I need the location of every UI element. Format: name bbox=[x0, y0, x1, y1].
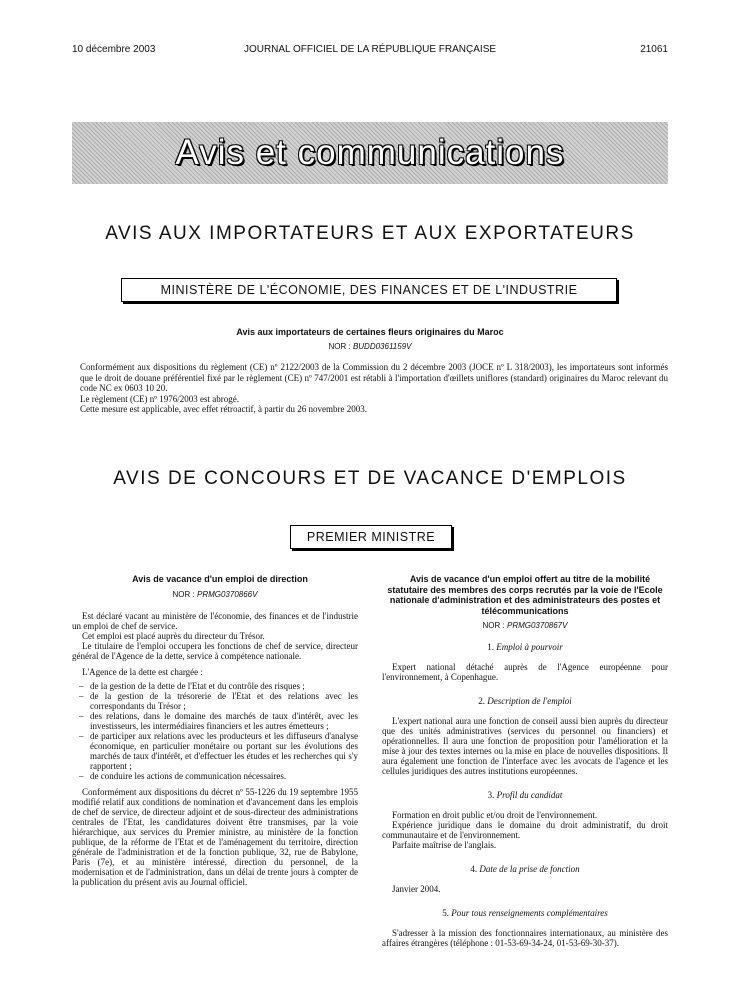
section-title: Emploi à pourvoir bbox=[496, 642, 563, 652]
section-number: 3. bbox=[487, 790, 497, 800]
nor-label: NOR : bbox=[172, 589, 197, 599]
notice-paragraph: Cette mesure est applicable, avec effet rétroactif, à partir du 26 novembre 2003. bbox=[80, 404, 367, 414]
notice-title: Avis aux importateurs de certaines fleurs originaires du Maroc bbox=[236, 327, 504, 337]
left-paragraph: Le titulaire de l'emploi occupera les fonctions de chef de service, directeur général de l'Agence de la dette, service à compétence nationale. bbox=[72, 640, 358, 661]
list-item: – des relations, dans le domaine des marchés de taux d'intérêt, avec les investisseurs, les intermédiaires financiers et les autres émetteurs ; bbox=[90, 711, 358, 731]
section-heading bbox=[382, 908, 668, 918]
nor-code: BUDD0361159V bbox=[352, 342, 412, 351]
section-heading bbox=[382, 864, 668, 874]
section-title: Profil du candidat bbox=[496, 790, 563, 800]
nor-code: PRMG0370866V bbox=[196, 589, 258, 599]
ministry-box bbox=[121, 278, 617, 302]
right-paragraph: Expérience juridique dans le domaine du droit administratif, du droit communautaire et de l'environnement. bbox=[382, 820, 668, 840]
notice-paragraph: Le règlement (CE) nº 1976/2003 est abrogé. bbox=[80, 393, 239, 404]
section-title: Date de la prise de fonction bbox=[479, 864, 580, 874]
right-paragraph: Janvier 2004. bbox=[392, 884, 441, 894]
ministry-name: MINISTÈRE DE L'ÉCONOMIE, DES FINANCES ET DE L'INDUSTRIE bbox=[160, 283, 578, 297]
right-column bbox=[382, 574, 668, 948]
left-column bbox=[72, 574, 358, 887]
right-paragraph: Parfaite maîtrise de l'anglais. bbox=[392, 840, 497, 850]
left-paragraph: Conformément aux dispositions du décret nº 55-1226 du 19 septembre 1955 modifié relatif aux conditions de nomination et d'avancement dans les emplois de chef de service, de directeur adjoint et de sous-directeur des administrations centrales de l'Etat, les candidatures doivent être transmises, par la voie hiérarchique, aux services du Premier ministre, au ministère de la fonction publique, de la réforme de l'Etat et de l'aménagement du territoire, direction générale de l'administration et de la fonction publique, 32, rue de Babylone, Paris (7e), et au ministère intéressé, direction du personnel, de la modernisation et de l'administration, dans un délai de trente jours à compter de la publication du présent avis au Journal officiel. bbox=[72, 786, 358, 887]
right-paragraph: Expert national détaché auprès de l'Agence européenne pour l'environnement, à Copenhague. bbox=[382, 662, 668, 682]
nor-code: PRMG0370867V bbox=[506, 621, 568, 630]
page-number: 21061 bbox=[640, 44, 668, 55]
left-paragraph: L'Agence de la dette est chargée : bbox=[82, 666, 203, 677]
section-number: 4. bbox=[470, 864, 480, 874]
left-paragraph: Cet emploi est placé auprès du directeur du Trésor. bbox=[82, 630, 265, 641]
list-item: – de conduire les actions de communication nécessaires. bbox=[90, 771, 358, 781]
section-title: Description de l'emploi bbox=[487, 696, 572, 706]
ministry-name: PREMIER MINISTRE bbox=[306, 530, 436, 544]
section-number: 2. bbox=[478, 696, 488, 706]
section-heading bbox=[382, 790, 668, 800]
section-number: 1. bbox=[487, 642, 497, 652]
left-notice-title: Avis de vacance d'un emploi de direction bbox=[132, 574, 308, 584]
nor-label: NOR : bbox=[328, 342, 353, 351]
notice-paragraph: Conformément aux dispositions du règlement (CE) nº 2122/2003 de la Commission du 2 décembre 2003 (JOCE nº L 318/2003), les importateurs sont informés que le droit de douane préférentiel fixé par le règlement (CE) nº 747/2001 est rétabli à l'importation d'œillets uniflores (standard) originaires du Maroc relevant du code NC ex 0603 10 20. bbox=[80, 362, 668, 393]
section-title: Pour tous renseignements complémentaires bbox=[451, 908, 608, 918]
right-paragraph: Formation en droit public et/ou droit de l'environnement. bbox=[392, 810, 598, 820]
banner-title: Avis et communications bbox=[175, 133, 565, 172]
running-header bbox=[72, 44, 668, 58]
journal-title: JOURNAL OFFICIEL DE LA RÉPUBLIQUE FRANÇAISE bbox=[243, 44, 497, 55]
right-notice-title: Avis de vacance d'un emploi offert au titre de la mobilité statutaire des membres des corps recrutés par la voie de l'Ecole nationale d'administration et des administrateurs des postes et télécommunications bbox=[387, 574, 663, 616]
notice-body bbox=[80, 362, 668, 415]
right-paragraph: S'adresser à la mission des fonctionnaires internationaux, au ministère des affaires étrangères (téléphone : 01-53-69-34-24, 01-53-69-30-37). bbox=[382, 928, 668, 948]
list-item: – de la gestion de la dette de l'Etat et du contrôle des risques ; bbox=[90, 681, 358, 691]
notice-nor bbox=[72, 342, 668, 351]
section-heading bbox=[382, 642, 668, 652]
section-number: 5. bbox=[442, 908, 452, 918]
left-paragraph: Est déclaré vacant au ministère de l'économie, des finances et de l'industrie un emploi de chef de service. bbox=[72, 610, 358, 631]
list-item: – de la gestion de la trésorerie de l'Etat et des relations avec les correspondants du Trésor ; bbox=[90, 691, 358, 711]
section-heading bbox=[382, 696, 668, 706]
list-item: – de participer aux relations avec les producteurs et les diffuseurs d'analyse économique, en particulier monétaire ou portant sur les évolutions des marchés de taux d'intérêt, et d'effectuer les études et les recherches qui s'y rapportent ; bbox=[90, 731, 358, 771]
heading-importateurs: AVIS AUX IMPORTATEURS ET AUX EXPORTATEURS bbox=[105, 223, 635, 244]
issue-date: 10 décembre 2003 bbox=[72, 44, 156, 55]
right-notice-nor bbox=[382, 621, 668, 630]
missions-list bbox=[72, 681, 358, 781]
left-notice-nor bbox=[72, 590, 358, 599]
heading-concours: AVIS DE CONCOURS ET DE VACANCE D'EMPLOIS bbox=[113, 468, 627, 489]
section-banner bbox=[72, 122, 668, 184]
nor-label: NOR : bbox=[482, 621, 507, 630]
premier-ministre-box bbox=[290, 525, 452, 549]
right-paragraph: L'expert national aura une fonction de conseil aussi bien auprès du directeur que des unités administratives (services du personnel ou financiers) et opérationnelles. Il aura une fonction de proposition pour l'amélioration et la mise à jour des textes internes ou la mise en place de nouvelles dispositions. Il aura également une fonction de l'interface avec les avocats de l'agence et les cellules juridiques des autres institutions européennes. bbox=[382, 716, 668, 776]
